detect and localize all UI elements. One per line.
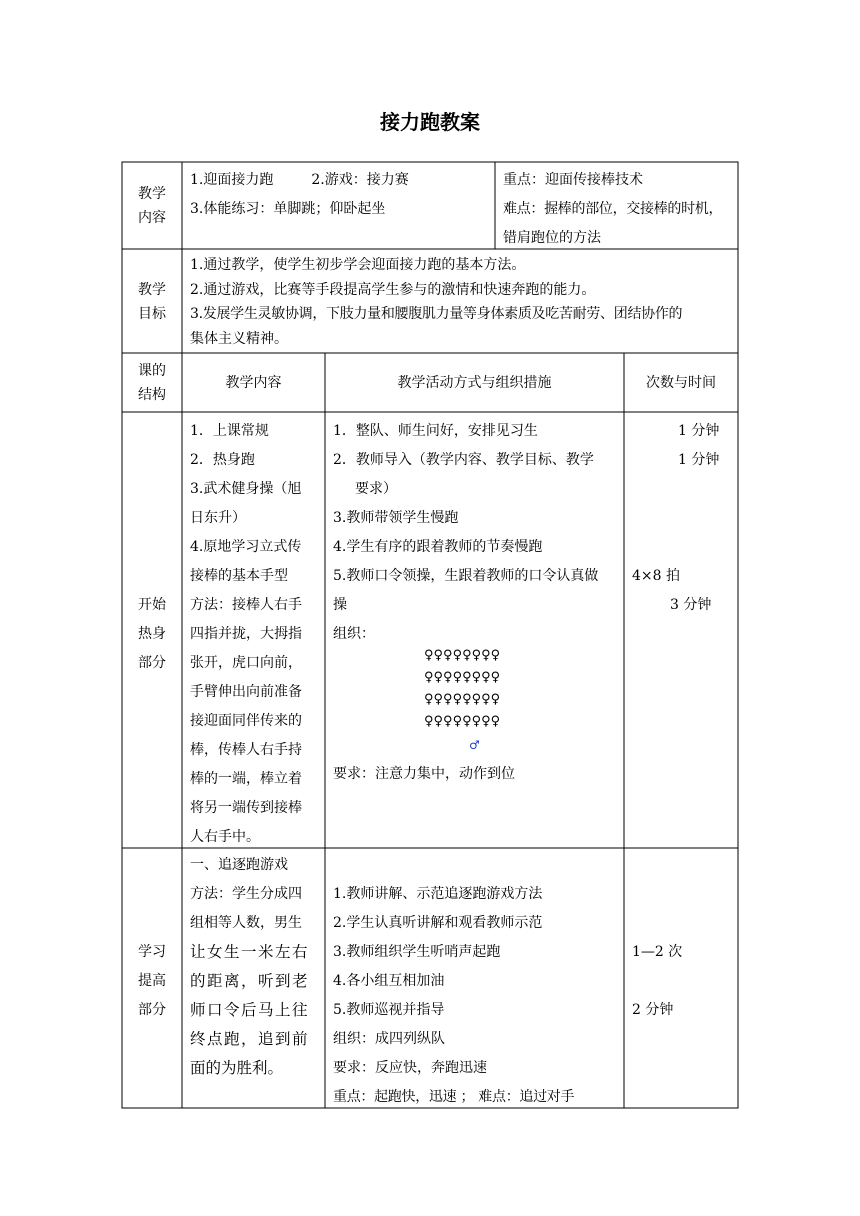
s1-time-3: 4×8 拍 (632, 568, 680, 584)
row1-content (190, 166, 490, 224)
s1-activity-2b: 要求） (355, 481, 397, 497)
s1-content-8: 四指并拢，大拇指 (190, 626, 302, 642)
formation-row: ♀♀♀♀♀♀♀♀ (424, 648, 501, 663)
s2-content-6: 师口令后马上往 (190, 1001, 310, 1019)
s1-activity-3: 3.教师带领学生慢跑 (333, 510, 459, 526)
formation-row: ♀♀♀♀♀♀♀♀ (424, 714, 501, 729)
s2-content-7: 终点跑，追到前 (190, 1030, 310, 1048)
page-title: 接力跑教案 (380, 110, 480, 134)
student-formation (424, 645, 528, 733)
header-time: 次数与时间 (646, 375, 716, 391)
row1-label: 教学 内容 (138, 186, 166, 226)
section1-content (190, 417, 322, 852)
key-point: 重点：迎面传接棒技术 (503, 172, 643, 188)
row1-item2: 2.游戏：接力赛 (311, 172, 409, 188)
row1-item1: 1.迎面接力跑 (190, 172, 274, 188)
row1-content-line2: 3.体能练习：单脚跳；仰卧起坐 (190, 201, 386, 217)
s1-activity-2: 2．教师导入（教学内容、教学目标、教学 (333, 452, 594, 468)
s1-content-6: 接棒的基本手型 (190, 568, 288, 584)
s1-time-4: 3 分钟 (670, 597, 712, 613)
s1-requirement: 要求：注意力集中，动作到位 (333, 766, 515, 782)
s1-content-3: 3.武术健身操（旭 (190, 481, 302, 497)
row2-label: 教学 目标 (138, 282, 166, 322)
s2-requirement: 要求：反应快，奔跑迅速 (333, 1060, 487, 1076)
s2-time-1: 1—2 次 (632, 944, 683, 960)
formation-row: ♀♀♀♀♀♀♀♀ (424, 692, 501, 707)
header-activity: 教学活动方式与组织措施 (397, 375, 552, 391)
s1-content-1: 1．上课常规 (190, 423, 269, 439)
difficulty-line1: 难点：握棒的部位，交接棒的时机， (503, 201, 723, 217)
s1-content-15: 人右手中。 (190, 829, 260, 845)
header-content: 教学内容 (225, 375, 282, 391)
s2-content-2: 方法：学生分成四 (190, 886, 302, 902)
row1-keypoints (503, 166, 738, 253)
s2-content-1: 一、追逐跑游戏 (190, 857, 288, 873)
goal-3: 3.发展学生灵敏协调，下肢力量和腰腹肌力量等身体素质及吃苦耐劳、团结协作的 (190, 306, 683, 322)
s1-content-5: 4.原地学习立式传 (190, 539, 302, 555)
s2-activity-4: 4.各小组互相加油 (333, 973, 445, 989)
section1-label: 开始 热身 部分 (138, 597, 166, 671)
s2-content-8: 面的为胜利。 (190, 1059, 284, 1077)
s1-content-14: 将另一端传到接棒 (190, 800, 302, 816)
goal-1: 1.通过教学，使学生初步学会迎面接力跑的基本方法。 (190, 257, 526, 273)
s2-time-2: 2 分钟 (632, 1002, 674, 1018)
s2-activity-5: 5.教师巡视并指导 (333, 1002, 445, 1018)
s2-content-5: 的距离，听到老 (190, 972, 310, 990)
teacher-symbol: ♂ (469, 738, 480, 752)
row2-goals (190, 253, 735, 351)
section2-content (190, 851, 322, 1083)
s2-content-4: 让女生一米左右 (190, 943, 310, 961)
s1-activity-5b: 操 (333, 597, 347, 613)
row1-content-line1 (190, 166, 490, 195)
s1-content-9: 张开，虎口向前， (190, 655, 302, 671)
s1-content-11: 接迎面同伴传来的 (190, 713, 302, 729)
section2-activities (333, 880, 623, 1112)
s1-content-13: 棒的一端，棒立着 (190, 771, 302, 787)
header-structure: 课的 结构 (138, 363, 166, 403)
s2-content-3: 组相等人数，男生 (190, 915, 302, 931)
section2-label: 学习 提高 部分 (138, 944, 166, 1018)
s1-content-2: 2．热身跑 (190, 452, 255, 468)
s1-activity-4: 4.学生有序的跟着教师的节奏慢跑 (333, 539, 543, 555)
s1-time-1: 1 分钟 (678, 423, 720, 439)
s1-content-10: 手臂伸出向前准备 (190, 684, 302, 700)
s2-activity-3: 3.教师组织学生听哨声起跑 (333, 944, 501, 960)
s1-activity-1: 1．整队、师生问好，安排见习生 (333, 423, 538, 439)
s2-organization: 组织：成四列纵队 (333, 1031, 445, 1047)
goal-4: 集体主义精神。 (190, 330, 288, 347)
section1-activities (333, 417, 621, 649)
formation-row: ♀♀♀♀♀♀♀♀ (424, 670, 501, 685)
s1-content-4: 日东升） (190, 510, 246, 526)
s1-organization: 组织： (333, 626, 375, 642)
difficulty-line2: 错肩跑位的方法 (503, 230, 601, 246)
s1-content-7: 方法：接棒人右手 (190, 597, 302, 613)
s2-activity-1: 1.教师讲解、示范追逐跑游戏方法 (333, 886, 543, 902)
s2-activity-2: 2.学生认真听讲解和观看教师示范 (333, 915, 543, 931)
s2-key-difficulty: 重点：起跑快，迅速 ； 难点：追过对手 (333, 1089, 575, 1105)
s1-content-12: 棒，传棒人右手持 (190, 742, 302, 758)
s1-activity-5: 5.教师口令领操，生跟着教师的口令认真做 (333, 568, 599, 584)
goal-2: 2.通过游戏，比赛等手段提高学生参与的激情和快速奔跑的能力。 (190, 281, 596, 298)
s1-time-2: 1 分钟 (678, 452, 720, 468)
